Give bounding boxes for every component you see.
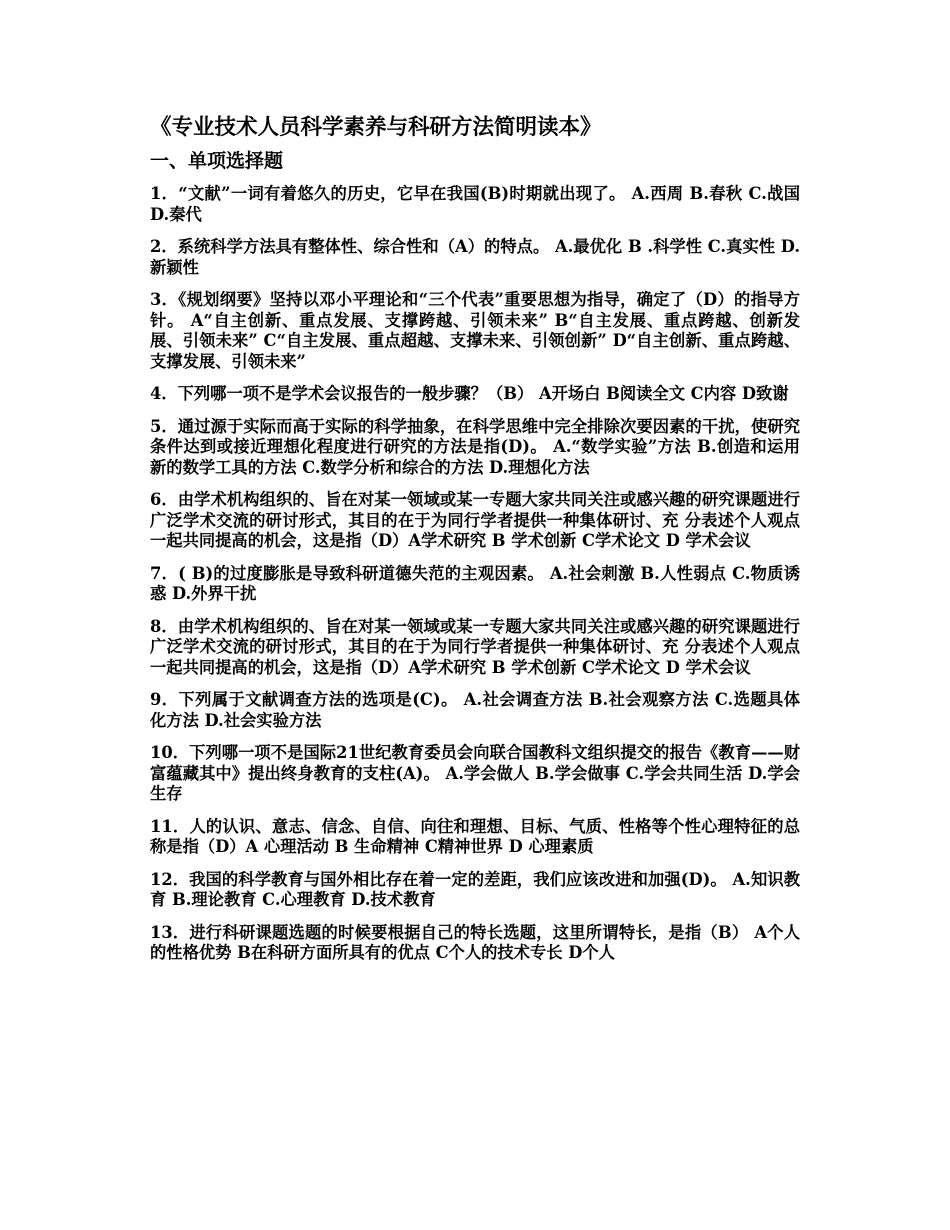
document-title: 《专业技术人员科学素养与科研方法简明读本》 [150,115,602,140]
document-page [150,113,800,976]
question-item: 13．进行科研课题选题的时候要根据自己的特长选题，这里所谓特长，是指（B） A个人的性格优势 B在科研方面所具有的优点 C个人的技术专长 D个人 [150,922,800,962]
section-title: 一、单项选择题 [150,150,284,172]
question-item: 10．下列哪一项不是国际21世纪教育委员会向联合国教科文组织提交的报告《教育——财富蕴藏其中》提出终身教育的支柱(A)。 A.学会做人 B.学会做事 C.学会共同生活 D.学会生存 [150,743,800,803]
question-item: 6．由学术机构组织的、旨在对某一领域或某一专题大家共同关注或感兴趣的研究课题进行广泛学术交流的研讨形式，其目的在于为同行学者提供一种集体研讨、充 分表述个人观点一起共同提高的机会，这是指（D）A学术研究 B 学术创新 C学术论文 D 学术会议 [150,490,800,550]
question-item: 7．( B)的过度膨胀是导致科研道德失范的主观因素。 A.社会刺激 B.人性弱点 C.物质诱惑 D.外界干扰 [150,563,800,603]
question-item: 3．《规划纲要》坚持以邓小平理论和“三个代表”重要思想为指导，确定了（D）的指导方针。 A“自主创新、重点发展、支撑跨越、引领未来” B“自主发展、重点跨越、创新发展、引领未来” C“自主发展、重点超越、支撑未来、引领创新” D“自主创新、重点跨越、支撑发展、引领未来” [150,290,800,371]
question-item: 5．通过源于实际而高于实际的科学抽象，在科学思维中完全排除次要因素的干扰，使研究条件达到或接近理想化程度进行研究的方法是指(D)。 A.“数学实验”方法 B.创造和运用新的数学工具的方法 C.数学分析和综合的方法 D.理想化方法 [150,416,800,477]
question-item: 11．人的认识、意志、信念、自信、向往和理想、目标、气质、性格等个性心理特征的总称是指（D）A 心理活动 B 生命精神 C精神世界 D 心理素质 [150,816,800,856]
question-item: 8．由学术机构组织的、旨在对某一领域或某一专题大家共同关注或感兴趣的研究课题进行广泛学术交流的研讨形式，其目的在于为同行学者提供一种集体研讨、充 分表述个人观点一起共同提高的机会，这是指（D）A学术研究 B 学术创新 C学术论文 D 学术会议 [150,616,800,677]
question-item: 9．下列属于文献调查方法的选项是(C)。 A.社会调查方法 B.社会观察方法 C.选题具体化方法 D.社会实验方法 [150,690,800,730]
question-list [150,184,800,964]
question-item: 1．“文献”一词有着悠久的历史，它早在我国(B)时期就出现了。 A.西周 B.春秋 C.战国 D.秦代 [150,184,800,224]
question-item: 4．下列哪一项不是学术会议报告的一般步骤？（B） A开场白 B阅读全文 C内容 D致谢 [150,384,789,403]
question-item: 2．系统科学方法具有整体性、综合性和（A）的特点。 A.最优化 B .科学性 C.真实性 D.新颖性 [150,237,800,277]
question-item: 12．我国的科学教育与国外相比存在着一定的差距，我们应该改进和加强(D)。 A.知识教育 B.理论教育 C.心理教育 D.技术教育 [150,869,800,909]
